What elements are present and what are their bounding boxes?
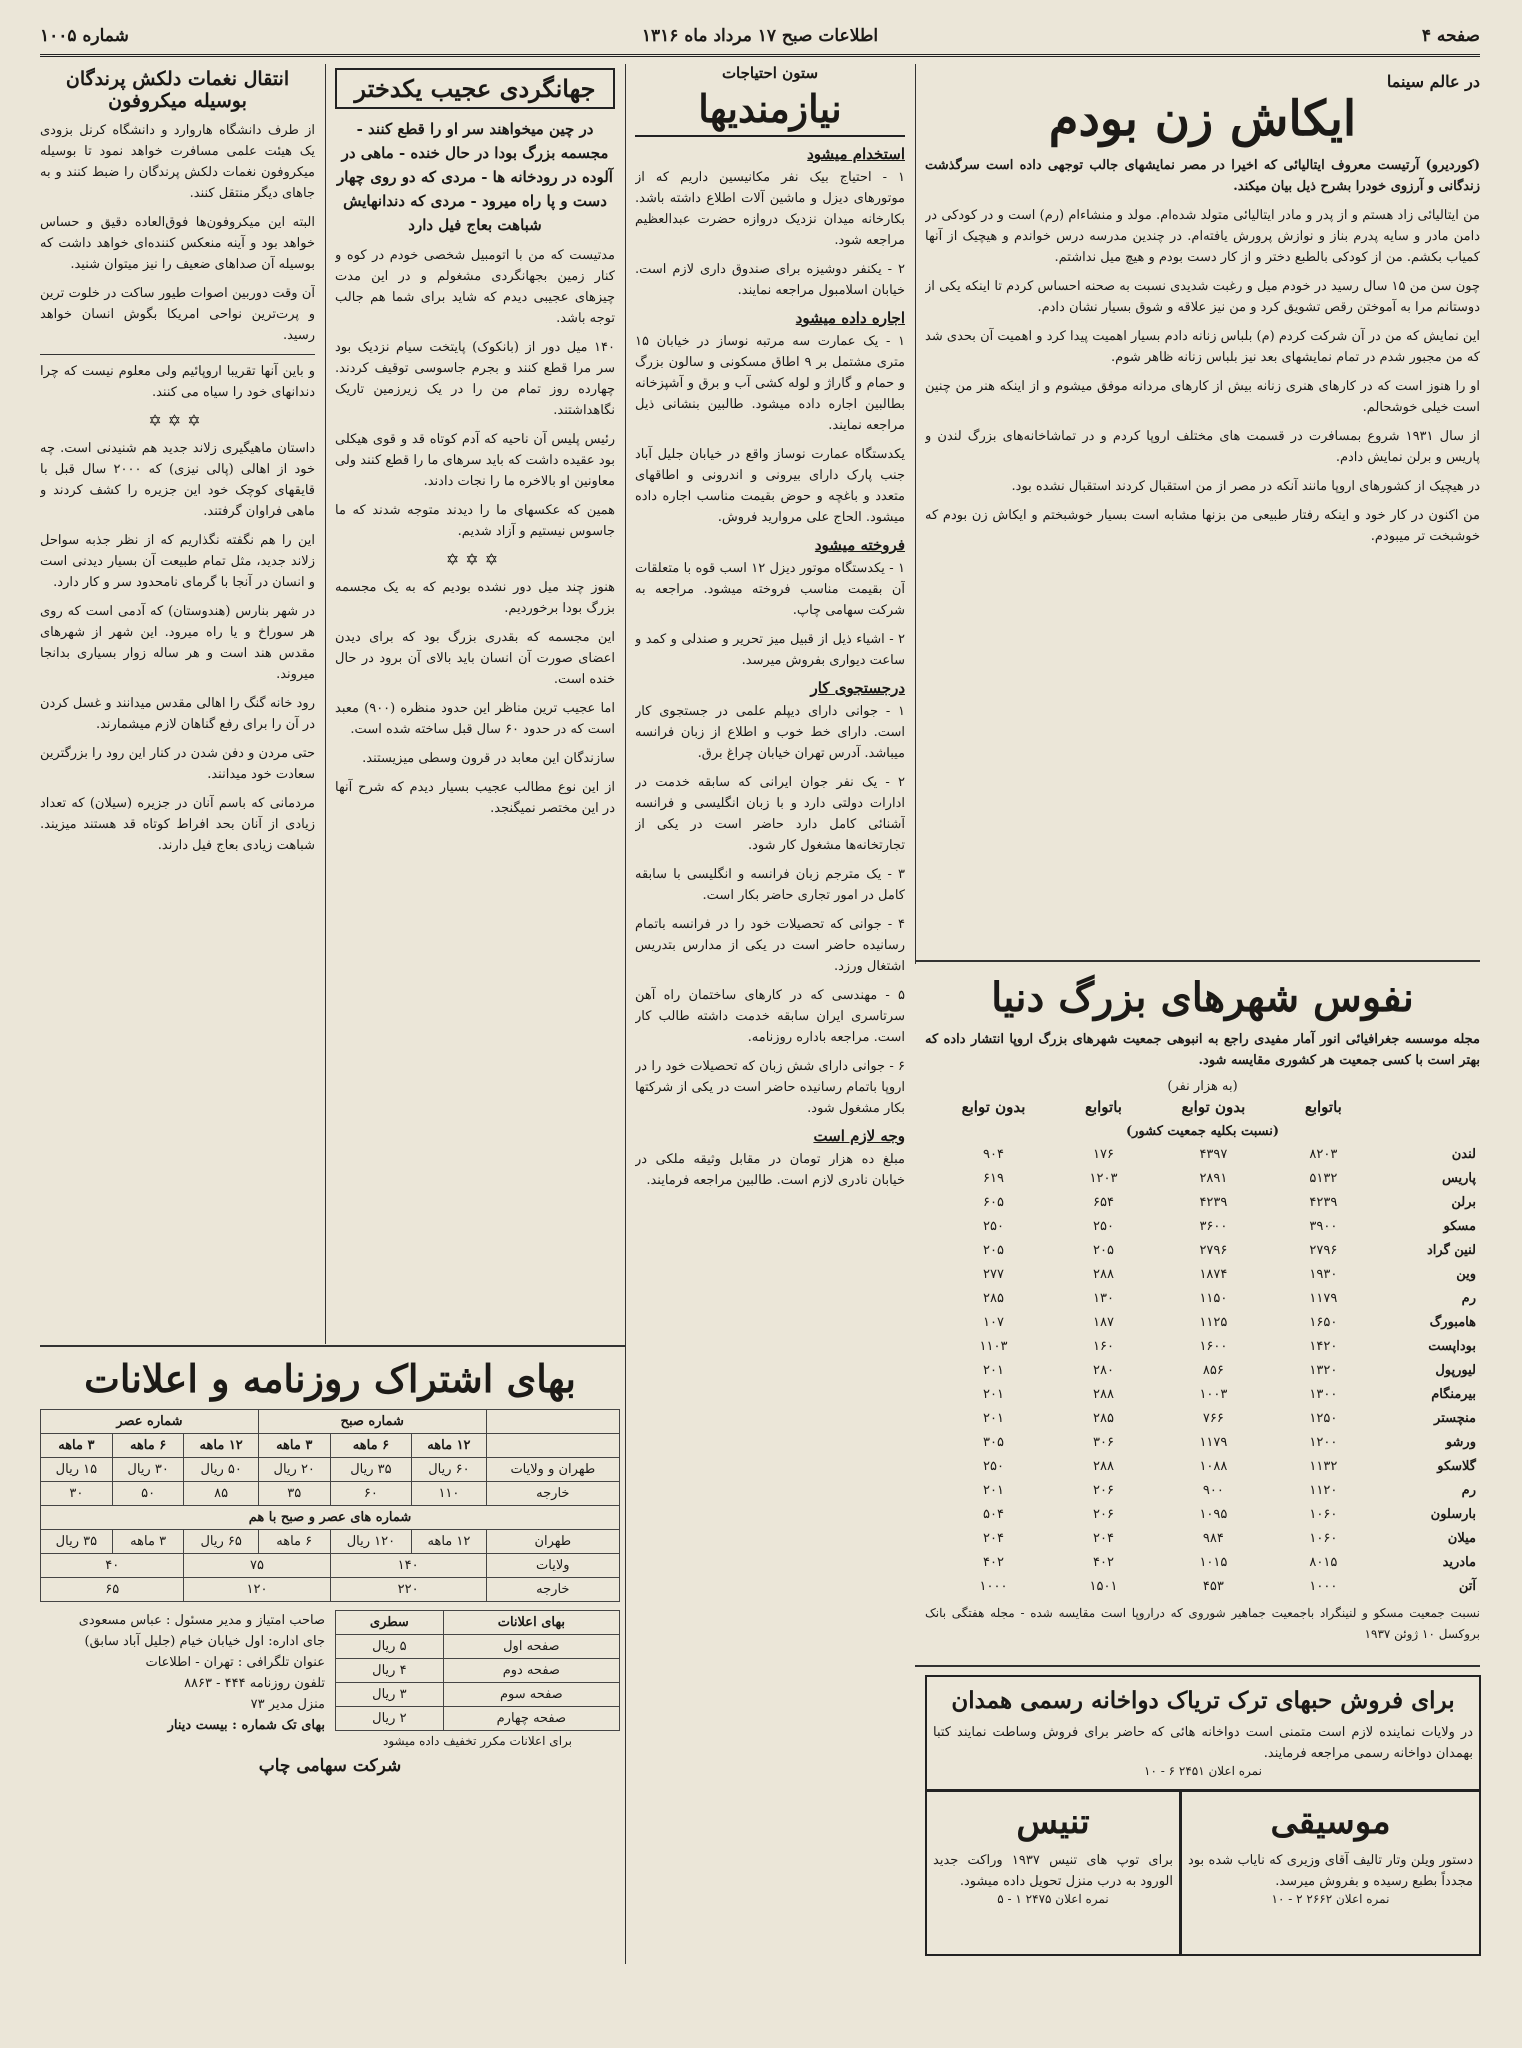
table-header: ۳ ماهه bbox=[258, 1434, 330, 1458]
music-ad-body: دستور ویلن وتار تالیف آقای وزیری که نایاب شده بود مجدداً بطبع رسیده و بفروش میرسد. bbox=[1188, 1853, 1473, 1889]
table-cell: ۲۸۸ bbox=[1092, 1387, 1114, 1402]
table-header: باتوابع bbox=[1084, 1098, 1122, 1116]
table-cell: ۱۰۹۵ bbox=[1199, 1507, 1228, 1522]
table-header: ۶ ماهه bbox=[330, 1434, 412, 1458]
classified-item: ۳ - یک مترجم زبان فرانسه و انگلیسی با سابقه کامل در امور تجاری حاضر بکار است. bbox=[635, 867, 905, 903]
table-cell: ۱۳۲۰ bbox=[1309, 1363, 1338, 1378]
table-cell: ۴۵۳ bbox=[1202, 1579, 1224, 1594]
table-cell: ۴۰ bbox=[41, 1554, 184, 1578]
music-ad bbox=[1180, 1790, 1481, 1956]
cinema-kicker: در عالم سینما bbox=[1386, 72, 1480, 91]
table-cell: ۶۵ ریال bbox=[184, 1530, 258, 1554]
table-cell: ۱۰۶۰ bbox=[1309, 1507, 1338, 1522]
classifieds-column bbox=[635, 64, 905, 1964]
classified-item: ۱ - جوانی دارای دیپلم علمی در جستجوی کار است. دارای خط خوب و اطلاع از زبان فرانسه میباشد. آدرس تهران خیابان چراغ برق. bbox=[635, 704, 905, 761]
table-cell: ۲۸۸ bbox=[1092, 1267, 1114, 1282]
population-unit: (به هزار نفر) bbox=[1167, 1079, 1238, 1094]
birds-paragraph: از طرف دانشگاه هاروارد و دانشگاه کرنل بزودی یک هیئت علمی مسافرت خواهد نمود تا بوسیله میکروفون نغمات دلکش پرندگان را ضبط کنند و به جاهای دیگر منتقل کنند. bbox=[40, 123, 315, 201]
row-label: طهران bbox=[486, 1530, 619, 1554]
misc-paragraph: این را هم نگفته نگذاریم که از نظر جذبه سواحل زلاند جدید، مثل تمام طبیعت آن بسیار دیدنی است و انسان در آنجا با گرمای نامحدود سر و کار دارد. bbox=[40, 533, 315, 590]
table-cell: ۱۳۰ bbox=[1092, 1291, 1114, 1306]
cinema-paragraph: او را هنوز است که در کارهای هنری زنانه بیش از کارهای مردانه موفق میشوم و از اینکه هنر من چنین است خیلی خوشحالم. bbox=[925, 379, 1480, 415]
population-headline: نفوس شهرهای بزرگ دنیا bbox=[991, 974, 1414, 1021]
cinema-lede: (کوردیرو) آرتیست معروف ایتالیائی که اخیرا در مصر نمایشهای جالب توجهی داده است سرگذشت زندگانی و آرزوی خودرا بشرح ذیل بیان میکند. bbox=[925, 158, 1480, 194]
table-cell: ۱۹۳۰ bbox=[1309, 1267, 1338, 1282]
table-cell: ۴۲۳۹ bbox=[1309, 1195, 1338, 1210]
ads-price-table bbox=[335, 1610, 620, 1731]
classified-item: یکدستگاه عمارت نوساز واقع در خیابان جلیل آباد جنب پارک دارای بیرونی و اندرونی و اطاقهای متعدد و باغچه و حوض بقیمت مناسب اجاره داده میشود. الحاج علی مروارید فروش. bbox=[635, 447, 905, 525]
table-cell: ۲۸۰ bbox=[1092, 1363, 1114, 1378]
table-cell: ۳۵ bbox=[258, 1482, 330, 1506]
table-cell: ۱۲۰۳ bbox=[1089, 1171, 1118, 1186]
table-cell: ۳ ریال bbox=[336, 1683, 444, 1707]
city-name: بیرمنگام bbox=[1431, 1387, 1476, 1402]
phone-line: تلفون روزنامه ۴۴۴ - ۸۸۶۳ bbox=[184, 1676, 325, 1691]
table-cell: ۹۰۴ bbox=[983, 1147, 1004, 1162]
opium-ad bbox=[925, 1675, 1481, 1791]
city-name: پاریس bbox=[1441, 1171, 1476, 1186]
cinema-paragraph: من اکنون در کار خود و اینکه رفتار طبیعی من بزنها مشابه است بسیار خوشبختم و ایکاش زن بودم که خوشبخت تر میبودم. bbox=[925, 508, 1480, 544]
table-row bbox=[925, 1527, 1480, 1551]
city-name: مادرید bbox=[1442, 1555, 1476, 1570]
table-cell: ۲۰۶ bbox=[1092, 1507, 1114, 1522]
table-cell: ۴۲۳۹ bbox=[1199, 1195, 1228, 1210]
table-row bbox=[925, 1215, 1480, 1239]
subscription-table bbox=[40, 1409, 620, 1602]
ads-note: برای اعلانات مکرر تخفیف داده میشود bbox=[383, 1734, 572, 1748]
table-cell: ۶۰ bbox=[330, 1482, 412, 1506]
table-cell: صفحه اول bbox=[443, 1635, 619, 1659]
misc-paragraph: رود خانه گنگ را اهالی مقدس میدانند و غسل کردن در آن را برای رفع گناهان لازم میشمارند. bbox=[40, 696, 315, 732]
table-cell: ۱۲ ماهه bbox=[412, 1530, 486, 1554]
classified-item: ۶ - جوانی دارای شش زبان که تحصیلات خود را در اروپا باتمام رسانیده حاضر است در یکی از شرکتها بکار مشغول شود. bbox=[635, 1059, 905, 1116]
population-table bbox=[925, 1094, 1480, 1599]
table-cell: ۲۰۶ bbox=[1092, 1483, 1114, 1498]
table-cell: ۱۱۲۰ bbox=[1309, 1483, 1338, 1498]
column-rule bbox=[325, 64, 326, 1344]
table-cell: ۱۱۰ bbox=[412, 1482, 486, 1506]
single-copy-label: بهای تک شماره bbox=[241, 1718, 325, 1733]
travel-paragraph: این مجسمه که بقدری بزرگ بود که برای دیدن اعضای صورت آن انسان باید بالای آن برود در حال خنده است. bbox=[335, 630, 615, 687]
section-heading: اجاره داده میشود bbox=[795, 309, 905, 327]
address-line: جای اداره: اول خیابان خیام (جلیل آباد سابق) bbox=[84, 1634, 325, 1649]
star-divider: ✡✡✡ bbox=[445, 550, 505, 569]
table-header: ۱۲ ماهه bbox=[412, 1434, 486, 1458]
section-rule bbox=[40, 1345, 625, 1347]
table-row bbox=[925, 1143, 1480, 1167]
population-intro: مجله موسسه جغرافیائی انور آمار مفیدی راجع به انبوهی جمعیت شهرهای بزرگ اروپا انتشار داده که بهتر است با کسی جمعیت هر کشوری مقایسه شود. bbox=[925, 1032, 1480, 1068]
table-cell: ۱۱۷۹ bbox=[1309, 1291, 1338, 1306]
table-cell: ۲۰۴ bbox=[1092, 1531, 1114, 1546]
table-cell: ۱۰۷ bbox=[983, 1315, 1004, 1330]
table-cell: ۲۷۷ bbox=[983, 1267, 1004, 1282]
table-row bbox=[925, 1359, 1480, 1383]
table-cell: ۳۹۰۰ bbox=[1309, 1219, 1338, 1234]
ads-price-block bbox=[335, 1610, 620, 1748]
table-header bbox=[1365, 1094, 1480, 1120]
city-name: ورشو bbox=[1445, 1435, 1476, 1450]
classified-item: ۱ - احتیاج بیک نفر مکانیسین داریم که از موتورهای دیزل و ماشین آلات اطلاع داشته باشد. بکارخانه میدان نزدیک دروازه حضرت عبدالعظیم مراجعه شود. bbox=[635, 170, 905, 248]
opium-ad-ref: نمره اعلان ۲۴۵۱ ۶ - ۱۰ bbox=[1144, 1764, 1262, 1778]
travel-paragraph: رئیس پلیس آن ناحیه که آدم کوتاه قد و قوی هیکلی بود عقیده داشت که باید سرهای ما را قطع کنند ولی معاونین او بالاخره ما را نجات دادند. bbox=[335, 432, 615, 489]
table-cell: ۴۰۲ bbox=[1092, 1555, 1114, 1570]
birds-article bbox=[40, 64, 315, 1334]
table-header: ۳ ماهه bbox=[41, 1434, 113, 1458]
table-cell: ۱۰۰۳ bbox=[1199, 1387, 1228, 1402]
table-cell: ۱۰۰۰ bbox=[979, 1579, 1008, 1594]
table-row bbox=[925, 1383, 1480, 1407]
page-number: صفحه ۴ bbox=[1421, 26, 1480, 46]
table-cell: ۱۰۰۰ bbox=[1309, 1579, 1338, 1594]
table-cell: ۷۵ bbox=[184, 1554, 330, 1578]
table-cell: ۱۴۰ bbox=[330, 1554, 486, 1578]
city-name: آتن bbox=[1458, 1579, 1476, 1594]
table-cell: ۵۱۳۲ bbox=[1309, 1171, 1338, 1186]
city-name: لندن bbox=[1451, 1147, 1476, 1162]
table-row bbox=[925, 1479, 1480, 1503]
city-name: گلاسکو bbox=[1437, 1459, 1476, 1474]
table-cell: ۲۰ ریال bbox=[258, 1458, 330, 1482]
table-cell: ۷۶۶ bbox=[1202, 1411, 1224, 1426]
table-cell: ۲۷۹۶ bbox=[1309, 1243, 1338, 1258]
classified-item: مبلغ ده هزار تومان در مقابل وثیقه ملکی در خیابان نادری لازم است. طالبین مراجعه فرمایند. bbox=[635, 1152, 905, 1188]
section-heading: فروخته میشود bbox=[814, 536, 905, 554]
subscription-headline: بهای اشتراک روزنامه و اعلانات bbox=[84, 1356, 576, 1401]
section-rule bbox=[915, 960, 1480, 962]
table-header: بدون توابع bbox=[961, 1098, 1026, 1116]
classifieds-header: ستون احتیاجات bbox=[721, 64, 819, 82]
city-name: منچستر bbox=[1434, 1411, 1476, 1426]
table-cell: ۱۱۷۹ bbox=[1199, 1435, 1228, 1450]
subscription-box bbox=[40, 1352, 620, 1952]
table-cell: ۱۱۵۰ bbox=[1199, 1291, 1228, 1306]
table-header bbox=[486, 1410, 619, 1434]
cinema-article bbox=[925, 64, 1480, 964]
table-cell: ۱۲۰ ریال bbox=[330, 1530, 412, 1554]
city-name: لنین گراد bbox=[1427, 1243, 1476, 1258]
table-cell: ۴۰۲ bbox=[983, 1555, 1004, 1570]
misc-paragraph: در شهر بنارس (هندوستان) که آدمی است که روی هر سوراخ و یا راه میرود. این شهر از شهرهای مقدس هند است و هر ساله زوار بسیاری بدانجا میروند. bbox=[40, 604, 315, 682]
single-copy-value: بیست دینار bbox=[167, 1718, 228, 1733]
table-cell: ۳۰۵ bbox=[983, 1435, 1004, 1450]
table-cell: ۱۵۰۱ bbox=[1089, 1579, 1118, 1594]
table-cell: ۲۵۰ bbox=[983, 1219, 1004, 1234]
table-cell: ۲۸۵ bbox=[983, 1291, 1004, 1306]
travel-paragraph: سازندگان این معابد در قرون وسطی میزیستند. bbox=[362, 751, 615, 766]
table-row bbox=[925, 1503, 1480, 1527]
city-name: هامبورگ bbox=[1429, 1315, 1476, 1330]
table-cell: ۴۳۹۷ bbox=[1199, 1147, 1228, 1162]
tennis-ad-title: تنیس bbox=[1016, 1802, 1090, 1842]
table-cell: ۶ ماهه bbox=[258, 1530, 330, 1554]
table-cell: ۲۰۱ bbox=[983, 1387, 1004, 1402]
table-cell: ۹۰۰ bbox=[1202, 1483, 1224, 1498]
cinema-paragraph: این نمایش که من در آن شرکت کردم (م) بلباس زنانه دادم بسیار اهمیت پیدا کرد و اهمیت آن بحدی شد که من مجبور شدم در تمام نمایشهای بعد نیز بلباس زنانه ظاهر شوم. bbox=[925, 329, 1480, 365]
table-cell: ۲۰۱ bbox=[983, 1483, 1004, 1498]
table-row bbox=[925, 1455, 1480, 1479]
table-cell: ۲۰۵ bbox=[983, 1243, 1004, 1258]
column-rule bbox=[915, 64, 916, 964]
table-cell: ۱۶۵۰ bbox=[1309, 1315, 1338, 1330]
table-row bbox=[925, 1167, 1480, 1191]
table-header: ۱۲ ماهه bbox=[184, 1434, 258, 1458]
cinema-paragraph: چون سن من ۱۵ سال رسید در خودم میل و رغبت شدیدی نسبت به صحنه احساس کردم تا اینکه یکی از دوستانم مرا به آموختن رقص تشویق کرد و من نیز علاقه و شوق بسیار نشان دادم. bbox=[925, 279, 1480, 315]
table-cell: ۲ ریال bbox=[336, 1707, 444, 1731]
table-cell: ۵۰۴ bbox=[983, 1507, 1004, 1522]
cinema-paragraph: در هیچیک از کشورهای اروپا مانند آنکه در مصر از من استقبال کردند استقبال نشده بود. bbox=[1011, 479, 1480, 494]
table-cell: ۶۱۹ bbox=[983, 1171, 1004, 1186]
table-header: شماره صبح bbox=[258, 1410, 486, 1434]
classified-item: ۲ - یکنفر دوشیزه برای صندوق داری لازم است. خیابان اسلامبول مراجعه نمایند. bbox=[635, 262, 905, 298]
masthead bbox=[40, 20, 1480, 57]
table-cell: ۱۱۳۲ bbox=[1309, 1459, 1338, 1474]
birds-headline: انتقال نغمات دلکش پرندگان بوسیله میکروفون bbox=[65, 68, 290, 112]
city-name: رم bbox=[1461, 1483, 1476, 1498]
city-name: میلان bbox=[1447, 1531, 1476, 1546]
table-cell: ۲۵۰ bbox=[983, 1459, 1004, 1474]
table-cell: ۵۰ ریال bbox=[184, 1458, 258, 1482]
table-header: سطری bbox=[336, 1611, 444, 1635]
travel-paragraph: اما عجیب ترین مناظر این حدود منظره (۹۰۰) معبد است که در حدود ۶۰ سال قبل ساخته شده است. bbox=[335, 701, 615, 737]
table-cell: ۱۰۶۰ bbox=[1309, 1531, 1338, 1546]
cinema-paragraph: از سال ۱۹۳۱ شروع بمسافرت در قسمت های مختلف اروپا کردم و در تماشاخانه‌های بزرگ لندن و پاریس و برلن نمایش دادم. bbox=[925, 429, 1480, 465]
travel-headline: جهانگردی عجیب یکدختر bbox=[335, 68, 615, 109]
table-cell: ۹۸۴ bbox=[1202, 1531, 1224, 1546]
table-cell: ۸۵ bbox=[184, 1482, 258, 1506]
table-row bbox=[925, 1287, 1480, 1311]
table-cell: صفحه دوم bbox=[443, 1659, 619, 1683]
city-name: مسکو bbox=[1443, 1219, 1476, 1234]
single-copy-price: بهای تک شماره : بیست دینار bbox=[167, 1718, 325, 1733]
table-row bbox=[925, 1263, 1480, 1287]
section-rule bbox=[915, 1665, 1480, 1667]
city-name: لیورپول bbox=[1435, 1363, 1476, 1378]
table-row bbox=[925, 1551, 1480, 1575]
table-cell: ۱۵ ریال bbox=[41, 1458, 113, 1482]
misc-paragraph: مردمانی که باسم آنان در جزیره (سیلان) که تعداد زیادی از آنان بحد افراط کوتاه قد هستند میزیند. شباهت زیادی بعاج فیل دارند. bbox=[40, 796, 315, 853]
table-cell: ۱۲۰ bbox=[184, 1578, 330, 1602]
table-cell: صفحه سوم bbox=[443, 1683, 619, 1707]
telegraph-line: عنوان تلگرافی : تهران - اطلاعات bbox=[145, 1655, 325, 1670]
population-rows bbox=[925, 1143, 1480, 1599]
table-cell: ۵۰ bbox=[112, 1482, 184, 1506]
issue-date: اطلاعات صبح ۱۷ مرداد ماه ۱۳۱۶ bbox=[641, 26, 879, 46]
city-name: بارسلون bbox=[1430, 1507, 1476, 1522]
subscription-footer bbox=[40, 1610, 620, 1748]
row-label: طهران و ولایات bbox=[486, 1458, 619, 1482]
publisher-info bbox=[40, 1610, 325, 1748]
travel-paragraph: هنوز چند میل دور نشده بودیم که به یک مجسمه بزرگ بودا برخوردیم. bbox=[335, 580, 615, 616]
music-ad-ref: نمره اعلان ۲۶۶۲ ۲ - ۱۰ bbox=[1271, 1892, 1390, 1906]
table-cell: ۲۰۱ bbox=[983, 1363, 1004, 1378]
city-name: بوداپست bbox=[1428, 1339, 1476, 1354]
travel-paragraph: ۱۴۰ میل دور از (بانکوک) پایتخت سیام نزدیک بود سر مرا قطع کنند و بجرم جاسوسی توقیف کردند. چهارده روز تمام من را در یک زیرزمین تاریک نگاهداشتند. bbox=[335, 340, 615, 418]
music-ad-title: موسیقی bbox=[1270, 1802, 1391, 1842]
classified-item: ۴ - جوانی که تحصیلات خود را در فرانسه باتمام رسانیده حاضر است در یکی از مدارس بتدریس اشتغال ورزد. bbox=[635, 917, 905, 974]
table-row bbox=[925, 1239, 1480, 1263]
population-section bbox=[925, 970, 1480, 1660]
table-header: شماره عصر bbox=[41, 1410, 259, 1434]
printer-name: شرکت سهامی چاپ bbox=[258, 1756, 402, 1776]
table-cell: ۱۲۵۰ bbox=[1309, 1411, 1338, 1426]
table-cell: ۲۸۸ bbox=[1092, 1459, 1114, 1474]
cinema-paragraph: من ایتالیائی زاد هستم و از پدر و مادر ایتالیائی متولد شده‌ام. مولد و منشاءام (رم) است و در کودکی در دامن مادر و سایه پدرم بناز و نوازش پرورش یافته‌ام. در چندین مدرسه درس خواندم و هیچیک از آنها کمیاب بکشم. من از کودکی بالطبع دختر و از کار دست بودم و هیچ میل نداشتم. bbox=[925, 208, 1480, 265]
row-label: خارجه bbox=[486, 1482, 619, 1506]
city-name: برلن bbox=[1451, 1195, 1476, 1210]
table-header: بدون توابع bbox=[1181, 1098, 1246, 1116]
table-cell: ۲۰۱ bbox=[983, 1411, 1004, 1426]
population-footnote: نسبت جمعیت مسکو و لنینگراد باجمعیت جماهیر شوروی که دراروپا است مقایسه شده - مجله هفتگی بانک بروکسل ۱۰ ژوئن ۱۹۳۷ bbox=[925, 1606, 1480, 1641]
table-cell: ۲۸۵ bbox=[1092, 1411, 1114, 1426]
table-cell: ۸۵۶ bbox=[1202, 1363, 1224, 1378]
table-cell: ۱۷۶ bbox=[1092, 1147, 1114, 1162]
classified-item: ۱ - یک عمارت سه مرتبه نوساز در خیابان ۱۵ متری مشتمل بر ۹ اطاق مسکونی و سالون بزرگ و حمام و گاراژ و لوله کشی آب و برق و آشپزخانه بطالبین اجاره داده میشود. طالبین بنشانی ذیل مراجعه نمایند. bbox=[635, 334, 905, 433]
table-cell: ۴ ریال bbox=[336, 1659, 444, 1683]
table-cell: ۸۲۰۳ bbox=[1309, 1147, 1338, 1162]
table-header: باتوابع bbox=[1304, 1098, 1342, 1116]
table-cell: ۵ ریال bbox=[336, 1635, 444, 1659]
table-cell: ۳۶۰۰ bbox=[1199, 1219, 1228, 1234]
section-heading: استخدام میشود bbox=[807, 145, 905, 163]
table-cell: صفحه چهارم bbox=[443, 1707, 619, 1731]
table-cell: ۱۰۱۵ bbox=[1199, 1555, 1228, 1570]
table-header: شماره های عصر و صبح با هم bbox=[41, 1506, 620, 1530]
tennis-ad bbox=[925, 1790, 1181, 1956]
tennis-ad-ref: نمره اعلان ۲۴۷۵ ۱ - ۵ bbox=[997, 1892, 1109, 1906]
row-label: خارجه bbox=[486, 1578, 619, 1602]
birds-paragraph: البته این میکروفون‌ها فوق‌العاده دقیق و حساس خواهد بود و آینه منعکس کننده‌ای خواهد داشت که بوسیله آن صداهای ضعیف را نیز میتوان شنید. bbox=[40, 215, 315, 272]
divider bbox=[40, 354, 315, 355]
table-cell: ۲۲۰ bbox=[330, 1578, 486, 1602]
table-subheader: (نسبت بکلیه جمعیت کشور) bbox=[1125, 1124, 1280, 1139]
table-cell: ۳۰ ریال bbox=[112, 1458, 184, 1482]
table-cell: ۲۸۹۱ bbox=[1199, 1171, 1228, 1186]
table-header bbox=[486, 1434, 619, 1458]
opium-ad-body: در ولایات نماینده لازم است متمنی است دواخانه هائی که حاضر برای فروش وساطت نمایند کتبا بهمدان دواخانه رسمی مراجعه فرمایند. bbox=[933, 1725, 1473, 1761]
table-cell: ۸۰۱۵ bbox=[1309, 1555, 1338, 1570]
table-cell: ۱۱۲۵ bbox=[1199, 1315, 1228, 1330]
table-cell: ۱۳۰۰ bbox=[1309, 1387, 1338, 1402]
travel-article bbox=[335, 64, 615, 1334]
travel-paragraph: همین که عکسهای ما را دیدند متوجه شدند که ما جاسوس نیستیم و آزاد شدیم. bbox=[335, 503, 615, 539]
table-row bbox=[925, 1311, 1480, 1335]
table-cell: ۱۶۰۰ bbox=[1199, 1339, 1228, 1354]
misc-paragraph: داستان ماهیگیری زلاند جدید هم شنیدنی است. چه خود از اهالی (پالی نیزی) که ۲۰۰۰ سال قبل با قایقهای کوچک خود این جزیره را کشف کردند و ماهی فراوان گرفتند. bbox=[40, 441, 315, 519]
table-row bbox=[925, 1191, 1480, 1215]
table-cell: ۱۸۷۴ bbox=[1199, 1267, 1228, 1282]
row-label: ولایات bbox=[486, 1554, 619, 1578]
table-cell: ۶۵ bbox=[41, 1578, 184, 1602]
classified-item: ۵ - مهندسی که در کارهای ساختمان راه آهن سرتاسری ایران سابقه خدمت داشته طالب کار است. مراجعه باداره روزنامه. bbox=[635, 988, 905, 1045]
table-cell: ۳ ماهه bbox=[112, 1530, 184, 1554]
travel-paragraph: از این نوع مطالب عجیب بسیار دیدم که شرح آنها در این مختصر نمیگنجد. bbox=[335, 780, 615, 816]
table-cell: ۱۸۷ bbox=[1092, 1315, 1114, 1330]
table-cell: ۲۰۵ bbox=[1092, 1243, 1114, 1258]
misc-paragraph: حتی مردن و دفن شدن در کنار این رود را بزرگترین سعادت خود میدانند. bbox=[40, 746, 315, 782]
cinema-headline: ایکاش زن بودم bbox=[1048, 91, 1357, 147]
table-cell: ۱۱۰۳ bbox=[979, 1339, 1008, 1354]
table-cell: ۲۵۰ bbox=[1092, 1219, 1114, 1234]
issue-number: شماره ۱۰۰۵ bbox=[40, 26, 129, 46]
tennis-ad-body: برای توپ های تنیس ۱۹۳۷ وراکت جدید الورود به درب منزل تحویل داده میشود. bbox=[933, 1853, 1173, 1889]
table-row bbox=[925, 1575, 1480, 1599]
table-cell: ۲۰۴ bbox=[983, 1531, 1004, 1546]
birds-paragraph: آن وقت دوربین اصوات طیور ساکت در خلوت ترین و پرت‌ترین نواحی امریکا بگوش انسان خواهد رسید. bbox=[40, 286, 315, 343]
table-cell: ۶۵۴ bbox=[1092, 1195, 1114, 1210]
star-divider: ✡✡✡ bbox=[148, 411, 207, 430]
table-row bbox=[925, 1335, 1480, 1359]
column-rule bbox=[625, 64, 626, 1964]
table-cell: ۱۶۰ bbox=[1092, 1339, 1114, 1354]
table-header: ۶ ماهه bbox=[112, 1434, 184, 1458]
section-heading: وجه لازم است bbox=[813, 1127, 905, 1145]
city-name: وین bbox=[1456, 1267, 1476, 1282]
table-cell: ۶۰۵ bbox=[983, 1195, 1004, 1210]
classifieds-title: نیازمندیها bbox=[635, 86, 905, 137]
table-cell: ۱۰۸۸ bbox=[1199, 1459, 1228, 1474]
travel-lede: در چین میخواهند سر او را قطع کنند - مجسمه بزرگ بودا در حال خنده - ماهی در آلوده در رودخانه ها - مردی که دو روی چهار دست و پا راه میرود - مردی که دندانهایش شباهت بعاج فیل دارد bbox=[337, 120, 613, 234]
misc-paragraph: و باین آنها تقریبا اروپائیم ولی معلوم نیست که چرا دندانهای خود را سیاه می کنند. bbox=[40, 364, 315, 400]
section-heading: درجستجوی کار bbox=[810, 679, 905, 697]
classified-item: ۲ - اشیاء ذیل از قبیل میز تحریر و صندلی و کمد و ساعت دیواری بفروش میرسد. bbox=[635, 632, 905, 668]
table-cell: ۳۵ ریال bbox=[41, 1530, 113, 1554]
table-cell: ۳۵ ریال bbox=[330, 1458, 412, 1482]
table-cell: ۳۰ bbox=[41, 1482, 113, 1506]
travel-paragraph: مدتیست که من با اتومبیل شخصی خودم در کوه و کنار زمین بجهانگردی مشغولم و در این مدت چیزهای عجیبی دیدم که شاید برای شما هم جالب توجه باشد. bbox=[335, 248, 615, 326]
table-header: بهای اعلانات bbox=[443, 1611, 619, 1635]
table-cell: ۳۰۶ bbox=[1092, 1435, 1114, 1450]
table-cell: ۲۷۹۶ bbox=[1199, 1243, 1228, 1258]
owner-line: صاحب امتیاز و مدیر مسئول : عباس مسعودی bbox=[78, 1613, 325, 1628]
classified-item: ۲ - یک نفر جوان ایرانی که سابقه خدمت در ادارات دولتی دارد و با زبان انگلیسی و فرانسه آشنائی کامل دارد حاضر است در یکی از تجارتخانه‌ها مشغول کار شود. bbox=[635, 775, 905, 853]
table-row bbox=[925, 1407, 1480, 1431]
table-cell: ۱۴۲۰ bbox=[1309, 1339, 1338, 1354]
opium-ad-title: برای فروش حبهای ترک تریاک دواخانه رسمی همدان bbox=[951, 1687, 1455, 1714]
table-cell: ۱۲۰۰ bbox=[1309, 1435, 1338, 1450]
table-row bbox=[925, 1431, 1480, 1455]
classified-item: ۱ - یکدستگاه موتور دیزل ۱۲ اسب قوه با متعلقات آن بقیمت مناسب فروخته میشود. مراجعه به شرکت سهامی چاپ. bbox=[635, 561, 905, 618]
city-name: رم bbox=[1461, 1291, 1476, 1306]
manager-line: منزل مدیر ۷۳ bbox=[250, 1697, 325, 1712]
table-cell: ۶۰ ریال bbox=[412, 1458, 486, 1482]
